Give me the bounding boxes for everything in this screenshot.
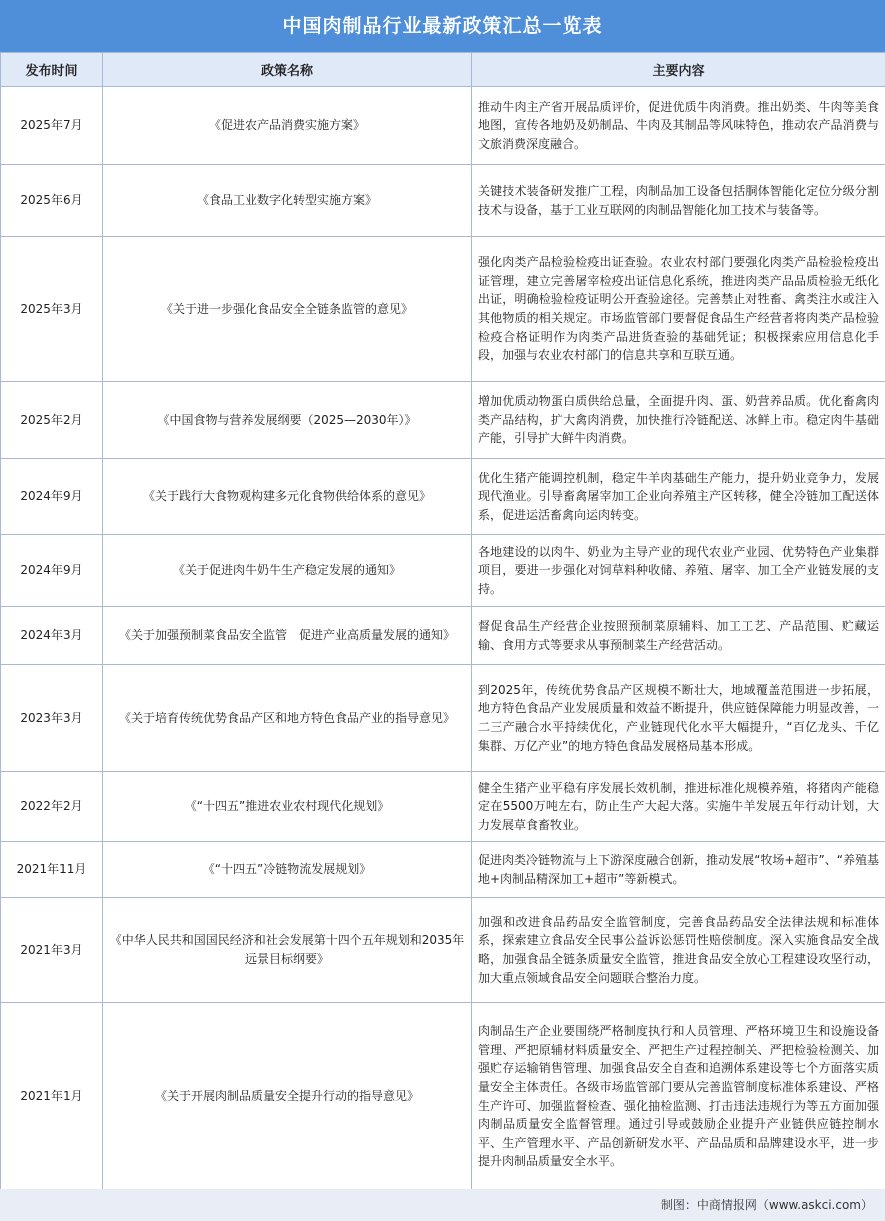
policy-table	[0, 52, 885, 1191]
date-cell: 2025年2月	[1, 382, 103, 459]
content-cell: 各地建设的以肉牛、奶业为主导产业的现代农业产业园、优势特色产业集群项目，要进一步强化对饲草料种收储、养殖、屠宰、加工全产业链发展的支持。	[472, 535, 885, 607]
date-cell: 2024年9月	[1, 535, 103, 607]
policy-name-cell: 《关于践行大食物观构建多元化食物供给体系的意见》	[103, 459, 472, 535]
content-cell: 关键技术装备研发推广工程，肉制品加工设备包括胴体智能化定位分级分割技术与设备，基于工业互联网的肉制品智能化加工技术与装备等。	[472, 165, 885, 237]
date-cell: 2024年3月	[1, 607, 103, 665]
content-cell: 增加优质动物蛋白质供给总量，全面提升肉、蛋、奶营养品质。优化畜禽肉类产品结构，扩大禽肉消费，加快推行冷链配送、冰鲜上市。稳定肉牛基础产能，引导扩大鲜牛肉消费。	[472, 382, 885, 459]
content-cell: 优化生猪产能调控机制，稳定牛羊肉基础生产能力，提升奶业竞争力，发展现代渔业。引导畜禽屠宰加工企业向养殖主产区转移，健全冷链加工配送体系，促进运活畜禽向运肉转变。	[472, 459, 885, 535]
policy-name-cell: 《关于促进肉牛奶牛生产稳定发展的通知》	[103, 535, 472, 607]
source-credit: 制图：中商情报网（www.askci.com）	[0, 1189, 885, 1221]
policy-name-cell: 《关于加强预制菜食品安全监管 促进产业高质量发展的通知》	[103, 607, 472, 665]
table-row	[1, 87, 885, 165]
table-row	[1, 842, 885, 898]
policy-name-cell: 《食品工业数字化转型实施方案》	[103, 165, 472, 237]
table-row	[1, 382, 885, 459]
table-row	[1, 459, 885, 535]
table-row	[1, 1003, 885, 1191]
content-cell: 健全生猪产业平稳有序发展长效机制，推进标准化规模养殖，将猪肉产能稳定在5500万吨左右，防止生产大起大落。实施牛羊发展五年行动计划，大力发展草食畜牧业。	[472, 772, 885, 842]
table-row	[1, 165, 885, 237]
date-cell: 2023年3月	[1, 665, 103, 772]
policy-name-cell: 《“十四五”推进农业农村现代化规划》	[103, 772, 472, 842]
table-row	[1, 607, 885, 665]
date-cell: 2025年7月	[1, 87, 103, 165]
policy-name-cell: 《关于开展肉制品质量安全提升行动的指导意见》	[103, 1003, 472, 1191]
date-cell: 2021年3月	[1, 898, 103, 1003]
date-cell: 2021年11月	[1, 842, 103, 898]
policy-name-cell: 《促进农产品消费实施方案》	[103, 87, 472, 165]
policy-name-cell: 《关于进一步强化食品安全全链条监管的意见》	[103, 237, 472, 382]
table-row	[1, 898, 885, 1003]
content-cell: 促进肉类冷链物流与上下游深度融合创新，推动发展“牧场+超市”、“养殖基地+肉制品精深加工+超市”等新模式。	[472, 842, 885, 898]
content-cell: 推动牛肉主产省开展品质评价，促进优质牛肉消费。推出奶类、牛肉等美食地图，宣传各地奶及奶制品、牛肉及其制品等风味特色，推动农产品消费与文旅消费深度融合。	[472, 87, 885, 165]
content-cell: 加强和改进食品药品安全监管制度，完善食品药品安全法律法规和标准体系，探索建立食品安全民事公益诉讼惩罚性赔偿制度。深入实施食品安全战略，加强食品全链条质量安全监管，推进食品安全放心工程建设攻坚行动，加大重点领域食品安全问题联合整治力度。	[472, 898, 885, 1003]
header-content: 主要内容	[472, 53, 885, 87]
content-cell: 肉制品生产企业要围绕严格制度执行和人员管理、严格环境卫生和设施设备管理、严把原辅材料质量安全、严把生产过程控制关、严把检验检测关、加强贮存运输销售管理、加强食品安全自查和追溯体系建设等七个方面落实质量安全主体责任。各级市场监管部门要从完善监管制度标准体系建设、严格生产许可、加强监督检查、强化抽检监测、打击违法违规行为等五方面加强肉制品质量安全监督管理。通过引导或鼓励企业提升产业链供应链控制水平、生产管理水平、产品创新研发水平、产品品质和品牌建设水平，进一步提升肉制品质量安全水平。	[472, 1003, 885, 1191]
date-cell: 2021年1月	[1, 1003, 103, 1191]
header-date: 发布时间	[1, 53, 103, 87]
date-cell: 2025年3月	[1, 237, 103, 382]
table-row	[1, 772, 885, 842]
date-cell: 2022年2月	[1, 772, 103, 842]
date-cell: 2025年6月	[1, 165, 103, 237]
table-row	[1, 665, 885, 772]
header-name: 政策名称	[103, 53, 472, 87]
policy-name-cell: 《关于培育传统优势食品产区和地方特色食品产业的指导意见》	[103, 665, 472, 772]
header-row	[1, 53, 885, 87]
policy-name-cell: 《“十四五”冷链物流发展规划》	[103, 842, 472, 898]
page-title: 中国肉制品行业最新政策汇总一览表	[0, 0, 885, 52]
content-cell: 到2025年，传统优势食品产区规模不断壮大，地域覆盖范围进一步拓展，地方特色食品产业发展质量和效益不断提升，供应链保障能力明显改善，一二三产融合水平持续优化，产业链现代化水平大幅提升，“百亿龙头、千亿集群、万亿产业”的地方特色食品发展格局基本形成。	[472, 665, 885, 772]
policy-name-cell: 《中华人民共和国国民经济和社会发展第十四个五年规划和2035年远景目标纲要》	[103, 898, 472, 1003]
table-row	[1, 535, 885, 607]
content-cell: 强化肉类产品检验检疫出证查验。农业农村部门要强化肉类产品检验检疫出证管理，建立完善屠宰检疫出证信息化系统，推进肉类产品品质检验无纸化出证，明确检验检疫证明公开查验途径。完善禁止对牲畜、禽类注水或注入其他物质的相关规定。市场监管部门要督促食品生产经营者将肉类产品检验检疫合格证明作为肉类产品进货查验的基础凭证；积极探索应用信息化手段，加强与农业农村部门的信息共享和互联互通。	[472, 237, 885, 382]
table-row	[1, 237, 885, 382]
date-cell: 2024年9月	[1, 459, 103, 535]
content-cell: 督促食品生产经营企业按照预制菜原辅料、加工工艺、产品范围、贮藏运输、食用方式等要求从事预制菜生产经营活动。	[472, 607, 885, 665]
policy-name-cell: 《中国食物与营养发展纲要（2025—2030年）》	[103, 382, 472, 459]
